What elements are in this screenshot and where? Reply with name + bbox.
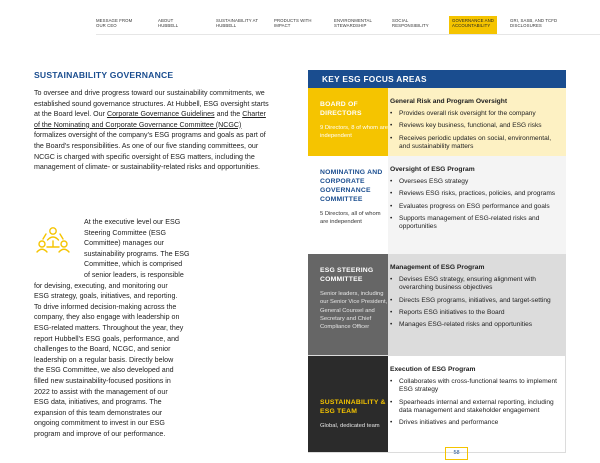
nav-label: STEWARDSHIP <box>334 23 367 28</box>
focus-row-label <box>308 356 388 452</box>
focus-bullet-list <box>390 178 558 231</box>
paragraph-text: formalizes oversight of the company’s ESG programs and goals as part of the Board’s responsibilities. As one of our five standing committees, our NCGC is charged with specific oversight of ESG matters, including the management of climate- or sustainability-related risks and opportunities. <box>34 131 266 172</box>
list-item: • Collaborates with cross-functional teams to implement ESG strategy <box>390 378 557 395</box>
nav-label: IMPACT <box>274 23 291 28</box>
paragraph-line: To drive informed decision-making across the <box>34 302 177 311</box>
paragraph-line: leadership on a regular basis. Directly below <box>34 355 174 364</box>
paragraph-line: company, they also engage with leadership on <box>34 313 180 322</box>
list-item: • Reviews key business, functional, and ESG risks <box>390 122 558 130</box>
nav-label: ABOUT <box>158 18 174 23</box>
focus-areas-header: KEY ESG FOCUS AREAS <box>308 70 566 88</box>
focus-row-description: Senior leaders, including our Senior Vice President, General Counsel and Secretary and Chief Compliance Officer <box>320 291 388 331</box>
paragraph-line: sustainability programs. The ESG <box>84 249 190 258</box>
page-number: 58 <box>445 447 468 460</box>
list-item: • Provides overall risk oversight for the company <box>390 110 558 118</box>
focus-row-ncgc <box>308 156 566 254</box>
focus-content-title: Management of ESG Program <box>390 264 485 271</box>
focus-bullet-list <box>390 276 558 329</box>
paragraph-line: ESG-related matters. Throughout the year, they <box>34 323 184 332</box>
focus-bullet-list <box>390 110 558 151</box>
nav-label: ACCOUNTABILITY <box>452 23 491 28</box>
nav-item-message-from-ceo[interactable] <box>96 18 132 28</box>
list-item: • Directs ESG programs, initiatives, and target-setting <box>390 297 558 305</box>
governance-text-column <box>34 70 298 438</box>
focus-row-content <box>388 88 566 156</box>
focus-bullet-list <box>390 378 557 427</box>
focus-row-title: SUSTAINABILITY & ESG TEAM <box>320 399 386 415</box>
paragraph-line: program and improve of our performance. <box>34 429 166 438</box>
focus-row-title: BOARD OF DIRECTORS <box>320 101 362 117</box>
paragraph-line: report Hubbell’s ESG goals, performance, and <box>34 334 179 343</box>
nav-item-sustainability-at-hubbell[interactable] <box>216 18 258 28</box>
nav-item-about-hubbell[interactable] <box>158 18 178 28</box>
paragraph-line: of senior leaders, is responsible <box>84 270 184 279</box>
focus-row-esg-steering-committee <box>308 254 566 355</box>
nav-label: ENVIRONMENTAL <box>334 18 372 23</box>
paragraph-line: filled new sustainability-focused positions in <box>34 376 171 385</box>
paragraph-line: expansion of this team demonstrates our <box>34 408 163 417</box>
nav-label: SUSTAINABILITY AT <box>216 18 259 23</box>
nav-item-products-with-impact[interactable] <box>274 18 312 28</box>
nav-label: HUBBELL <box>216 23 237 28</box>
list-item: • Manages ESG-related risks and opportunities <box>390 321 558 329</box>
focus-row-label <box>308 156 388 254</box>
focus-row-description: 5 Directors, all of whom are independent <box>320 211 381 226</box>
paragraph-line: Steering Committee (ESG <box>84 228 167 237</box>
nav-label: SOCIAL <box>392 18 409 23</box>
section-title: SUSTAINABILITY GOVERNANCE <box>34 70 174 80</box>
focus-row-title: NOMINATING AND CORPORATE GOVERNANCE COMMITTEE <box>320 169 383 203</box>
paragraph-line: for devising, executing, and monitoring our <box>34 281 168 290</box>
nav-item-governance-and-accountability[interactable] <box>449 16 497 35</box>
focus-row-board-of-directors <box>308 88 566 156</box>
focus-row-content <box>388 356 565 452</box>
paragraph-line: ESG data, initiatives, and programs. The <box>34 398 162 407</box>
list-item: • Reviews ESG risks, practices, policies, and programs <box>390 190 558 198</box>
focus-content-title: General Risk and Program Oversight <box>390 98 508 105</box>
paragraph-line: ESG strategy, goals, initiatives, and reporting. <box>34 292 178 301</box>
nav-label: RESPONSIBILITY <box>392 23 429 28</box>
paragraph-line: 2022 to assist with the management of our <box>34 387 168 396</box>
paragraph-text: and the <box>214 110 243 119</box>
nav-item-social-responsibility[interactable] <box>392 18 429 28</box>
paragraph-line: Committee) manages our <box>84 239 165 248</box>
nav-item-gri-sasb-tcfd-disclosures[interactable] <box>510 18 557 28</box>
nav-label: GRI, SASB, AND TCFD <box>510 18 558 23</box>
nav-label: MESSAGE FROM <box>96 18 133 23</box>
paragraph-line: challenges to the Board, NCGC, and senior <box>34 345 171 354</box>
list-item: • Devises ESG strategy, ensuring alignment with overarching business objectives <box>390 276 558 293</box>
nav-label: DISCLOSURES <box>510 23 542 28</box>
governance-paragraph-1 <box>34 88 270 173</box>
focus-content-title: Execution of ESG Program <box>390 366 476 373</box>
focus-row-sustainability-esg-team <box>308 355 566 453</box>
focus-row-description: 9 Directors, 8 of whom are independent <box>320 125 388 140</box>
paragraph-line: At the executive level our ESG <box>84 218 181 226</box>
focus-row-content <box>388 156 566 254</box>
focus-row-label <box>308 254 388 355</box>
corporate-governance-guidelines-link[interactable]: Corporate Governance Guidelines <box>106 110 215 119</box>
list-item: • Spearheads internal and external reporting, including data management and stakeholder engagement <box>390 399 557 416</box>
paragraph-line: Committee, which is comprised <box>84 260 183 269</box>
nav-label: PRODUCTS WITH <box>274 18 312 23</box>
list-item: • Evaluates progress on ESG performance and goals <box>390 203 558 211</box>
list-item: • Reports ESG initiatives to the Board <box>390 309 558 317</box>
nav-label: HUBBELL <box>158 23 179 28</box>
list-item: • Supports management of ESG-related risks and opportunities <box>390 215 558 232</box>
list-item: • Drives initiatives and performance <box>390 419 557 427</box>
paragraph-text: To oversee and drive progress toward our sustainability commitments, we established sound governance structures. At Hubbell, ESG oversight starts at the Board level. Our <box>34 89 269 119</box>
list-item: • Receives periodic updates on social, environmental, and sustainability matters <box>390 135 558 152</box>
nav-item-environmental-stewardship[interactable] <box>334 18 372 28</box>
nav-label: GOVERNANCE AND <box>452 18 494 23</box>
list-item: • Oversees ESG strategy <box>390 178 558 186</box>
nav-divider <box>96 34 600 35</box>
governance-paragraph-2 <box>34 217 270 439</box>
paragraph-line: ongoing commitment to invest in our ESG <box>34 419 165 428</box>
focus-content-title: Oversight of ESG Program <box>390 166 475 173</box>
focus-row-description: Global, dedicated team <box>320 423 380 429</box>
nav-label: OUR CEO <box>96 23 117 28</box>
paragraph-line: the ESG Committee, we also developed and <box>34 366 174 375</box>
focus-row-content <box>388 254 566 355</box>
focus-row-label <box>308 88 388 156</box>
focus-row-title: ESG STEERING COMMITTEE <box>320 267 374 283</box>
ncgc-charter-link[interactable]: Charter of the Nominating and Corporate Governance Committee (NCGC) <box>34 110 266 129</box>
